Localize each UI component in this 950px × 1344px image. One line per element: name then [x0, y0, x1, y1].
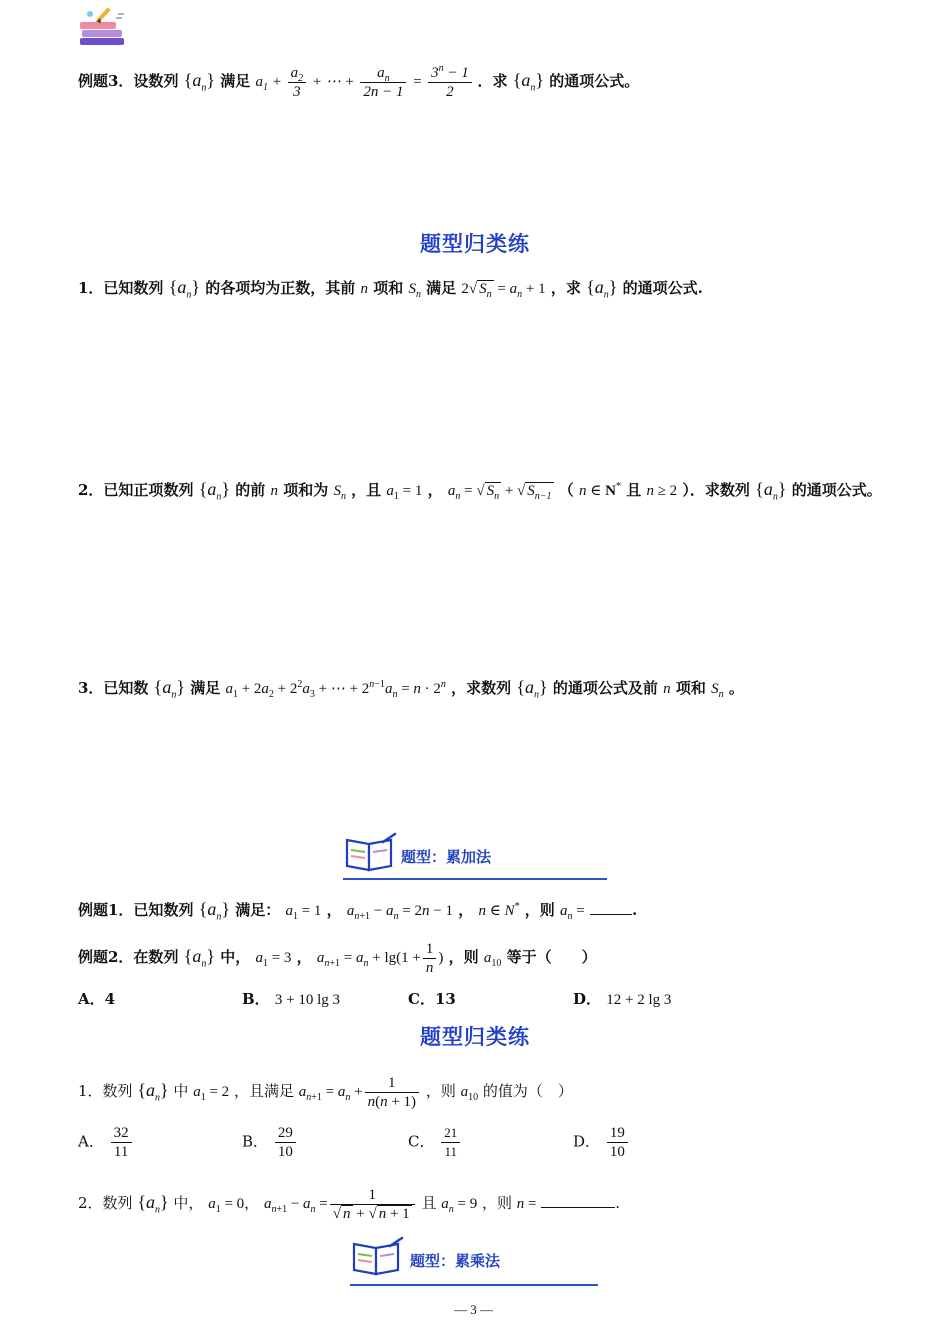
ex1-t3: ，	[458, 901, 474, 919]
page-number: — 3 —	[454, 1302, 493, 1317]
seq-braces: $\{a_n\}$	[198, 479, 230, 503]
seq-braces: $\{a_n\}$	[586, 277, 618, 301]
ex2-t2: ，	[296, 947, 312, 966]
seq-braces: $\{a_n\}$	[183, 69, 215, 94]
q1-a10: $a_{10}$	[460, 1083, 479, 1103]
example3-t2: ．求	[477, 71, 508, 90]
var-n: n	[663, 681, 671, 697]
ex1-a1: $a_1 = 1$	[285, 903, 322, 922]
q1-label: 1．数列	[78, 1081, 133, 1100]
example3-line	[78, 64, 639, 101]
ex2-option-c-label: C．13	[408, 990, 456, 1008]
practice-2-label: 2．已知正项数列	[78, 481, 194, 499]
ex2-t1: 中，	[220, 947, 251, 966]
var-sn: $S_n$	[408, 281, 421, 300]
q1-rec: $a_{n+1} = a_n$ + $\frac{1}{n(n + 1)}$	[299, 1084, 421, 1100]
seq-braces: $\{a_n\}$	[516, 677, 548, 701]
tag-leicheng-underline	[350, 1284, 598, 1286]
q2-t3: ，则	[482, 1193, 513, 1212]
ex1-t5: .	[632, 901, 638, 919]
example3-formula: $a_1$ + $\frac{a_2}{3}$ + ⋯ + $\frac{a_n}{2n - 1}$ = $\frac{3^n - 1}{2}$	[255, 74, 477, 90]
q2-t1: 中，	[173, 1193, 204, 1212]
seq-braces: $\{a_n\}$	[168, 277, 200, 301]
q2-t2: 且	[421, 1193, 437, 1212]
q1-option-c-num: 21	[441, 1124, 460, 1143]
q1-option-d-label: D．	[573, 1132, 601, 1151]
q1-option-a-label: A．	[78, 1132, 104, 1151]
ex2-rec: $a_{n+1} = a_n + \lg(1$ + $\frac{1}{n}$ )	[316, 941, 444, 976]
ex1-t2: ，	[326, 901, 342, 919]
practice-3-t4: 项和	[675, 679, 706, 697]
practice-1-label: 1．已知数列	[78, 279, 164, 297]
q1-line	[78, 1074, 573, 1111]
tag-leijia-underline	[343, 878, 607, 880]
q2-t4: .	[615, 1193, 621, 1212]
ex1-cond: n ∈ N*	[478, 901, 520, 919]
section-title-practice-2: 题型归类练	[420, 1025, 530, 1049]
q1-option-c[interactable]	[408, 1124, 462, 1161]
ex1-line	[78, 898, 637, 922]
ex2-option-d-value: 12 + 2 lg 3	[606, 992, 672, 1008]
q2-line	[78, 1186, 620, 1223]
var-sn: $S_n$	[333, 483, 346, 502]
var-sn: $S_n$	[711, 681, 724, 700]
ex2-t3: ，则	[448, 947, 479, 966]
practice-2-line	[78, 478, 882, 502]
q2-label: 2．数列	[78, 1193, 133, 1212]
example3-t1: 满足	[220, 71, 251, 90]
seq-braces: $\{a_n\}$	[755, 479, 787, 503]
seq-braces: $\{a_n\}$	[183, 945, 215, 970]
tag-leijia	[343, 830, 607, 882]
q1-option-d-frac	[607, 1124, 628, 1161]
q1-option-d[interactable]	[573, 1124, 630, 1161]
q1-t2: ，且满足	[233, 1081, 294, 1100]
section-title-practice-1: 题型归类练	[420, 232, 530, 256]
q1-t3: ，则	[425, 1081, 456, 1100]
practice-3-label: 3．已知数	[78, 679, 149, 697]
practice-1-t4: ，求	[550, 279, 581, 297]
practice-1-formula: 2√ $S_n = a_n + 1$	[461, 281, 546, 300]
ex1-t1: 满足：	[235, 901, 281, 919]
seq-braces: $\{a_n\}$	[137, 1079, 169, 1104]
example3-label: 例题3．设数列	[78, 71, 179, 90]
practice-1-t3: 满足	[426, 279, 457, 297]
practice-2-t4: ，	[427, 481, 443, 499]
ex2-option-d-label: D．	[573, 990, 602, 1008]
seq-braces: $\{a_n\}$	[153, 677, 185, 701]
seq-braces: $\{a_n\}$	[198, 899, 230, 923]
practice-2-t3: ，且	[351, 481, 382, 499]
tag-leicheng-title: 题型：累乘法	[410, 1252, 501, 1270]
practice-2-cond1: n ∈ N*	[579, 481, 621, 499]
practice-1-t2: 项和	[373, 279, 404, 297]
q1-option-d-num: 19	[607, 1124, 628, 1143]
q1-t1: 中	[173, 1081, 189, 1100]
example3-t3: 的通项公式。	[549, 71, 640, 90]
tag-leicheng	[350, 1236, 598, 1286]
seq-braces: $\{a_n\}$	[137, 1191, 169, 1216]
practice-2-t5: （	[558, 481, 574, 499]
ex2-option-b[interactable]	[242, 988, 340, 1011]
ex2-option-b-label: B．	[242, 990, 270, 1008]
q1-option-b[interactable]	[242, 1124, 298, 1161]
practice-3-line	[78, 676, 744, 700]
practice-2-a1: $a_1 = 1$	[386, 483, 423, 502]
practice-2-t7: ）．求数列	[682, 481, 750, 499]
ex2-a1: $a_1 = 3$	[255, 949, 292, 969]
ex1-rec: $a_{n+1} - a_n = 2n - 1$	[346, 903, 453, 922]
ex1-answer-blank[interactable]	[590, 900, 632, 915]
q1-t4: 的值为（ ）	[482, 1081, 573, 1100]
q1-option-b-den: 10	[277, 1144, 293, 1160]
open-book-icon	[350, 1236, 406, 1278]
ex2-option-a[interactable]	[78, 988, 115, 1010]
var-n: n	[270, 483, 278, 499]
ex2-label: 例题2．在数列	[78, 947, 179, 966]
q2-an: $a_n = 9$	[441, 1195, 478, 1215]
books-pencil-icon	[78, 8, 130, 50]
practice-2-cond2: n ≥ 2	[646, 483, 678, 499]
ex2-t4: 等于（ ）	[506, 947, 597, 966]
q1-option-c-den: 11	[444, 1144, 458, 1159]
q1-option-a-frac	[111, 1124, 132, 1161]
q2-rec: $a_{n+1} - a_n$ = $\frac{1}{√ n + √ n + 1}$	[264, 1196, 417, 1212]
seq-braces: $\{a_n\}$	[512, 69, 544, 94]
q1-option-b-num: 29	[275, 1124, 296, 1143]
practice-3-t3: 的通项公式及前	[552, 679, 658, 697]
open-book-icon	[343, 832, 399, 874]
practice-2-t1: 的前	[235, 481, 266, 499]
q1-option-b-label: B．	[242, 1132, 269, 1151]
ex1-t4: ，则	[524, 901, 555, 919]
q1-a1: $a_1 = 2$	[193, 1083, 230, 1103]
q2-answer-blank[interactable]	[541, 1193, 615, 1208]
ex2-option-c[interactable]	[408, 988, 456, 1010]
practice-2-t6: 且	[626, 481, 642, 499]
q2-a1: $a_1 = 0$，	[208, 1195, 260, 1215]
ex2-a10: $a_{10}$	[483, 949, 502, 969]
practice-2-t2: 项和为	[283, 481, 329, 499]
practice-3-formula: $a_1 + 2a_2 + 2^2a_3$ + ⋯ + $2^{n-1}a_n = n \cdot 2^n$	[225, 679, 446, 700]
q1-option-a[interactable]	[78, 1124, 134, 1161]
q1-option-a-num: 32	[111, 1124, 132, 1143]
practice-3-t1: 满足	[190, 679, 221, 697]
ex2-line	[78, 940, 597, 977]
q1-option-c-label: C．	[408, 1132, 435, 1151]
q1-option-a-den: 11	[113, 1144, 129, 1160]
var-n: n	[360, 281, 368, 297]
q1-option-c-frac	[441, 1124, 460, 1161]
q2-ask: n =	[516, 1195, 537, 1212]
practice-3-t5: 。	[728, 679, 744, 697]
tag-leijia-title: 题型：累加法	[401, 848, 492, 866]
practice-2-formula: $a_n$ = √ $S_n$ + √ $S_{n-1}$	[447, 483, 552, 502]
practice-1-t1: 的各项均为正数，其前	[205, 279, 356, 297]
ex2-option-b-value: 3 + 10 lg 3	[274, 992, 341, 1008]
q1-option-b-frac	[275, 1124, 296, 1161]
practice-1-line	[78, 276, 703, 300]
ex1-label: 例题1．已知数列	[78, 901, 194, 919]
ex2-option-d[interactable]	[573, 988, 671, 1011]
q1-option-d-den: 10	[609, 1144, 625, 1160]
ex2-option-a-label: A．4	[78, 990, 116, 1008]
practice-1-t5: 的通项公式.	[622, 279, 703, 297]
header-logo	[78, 8, 130, 50]
practice-2-t8: 的通项公式。	[791, 481, 882, 499]
ex1-ask: $a_n$ =	[560, 903, 585, 922]
practice-3-t2: ，求数列	[451, 679, 512, 697]
